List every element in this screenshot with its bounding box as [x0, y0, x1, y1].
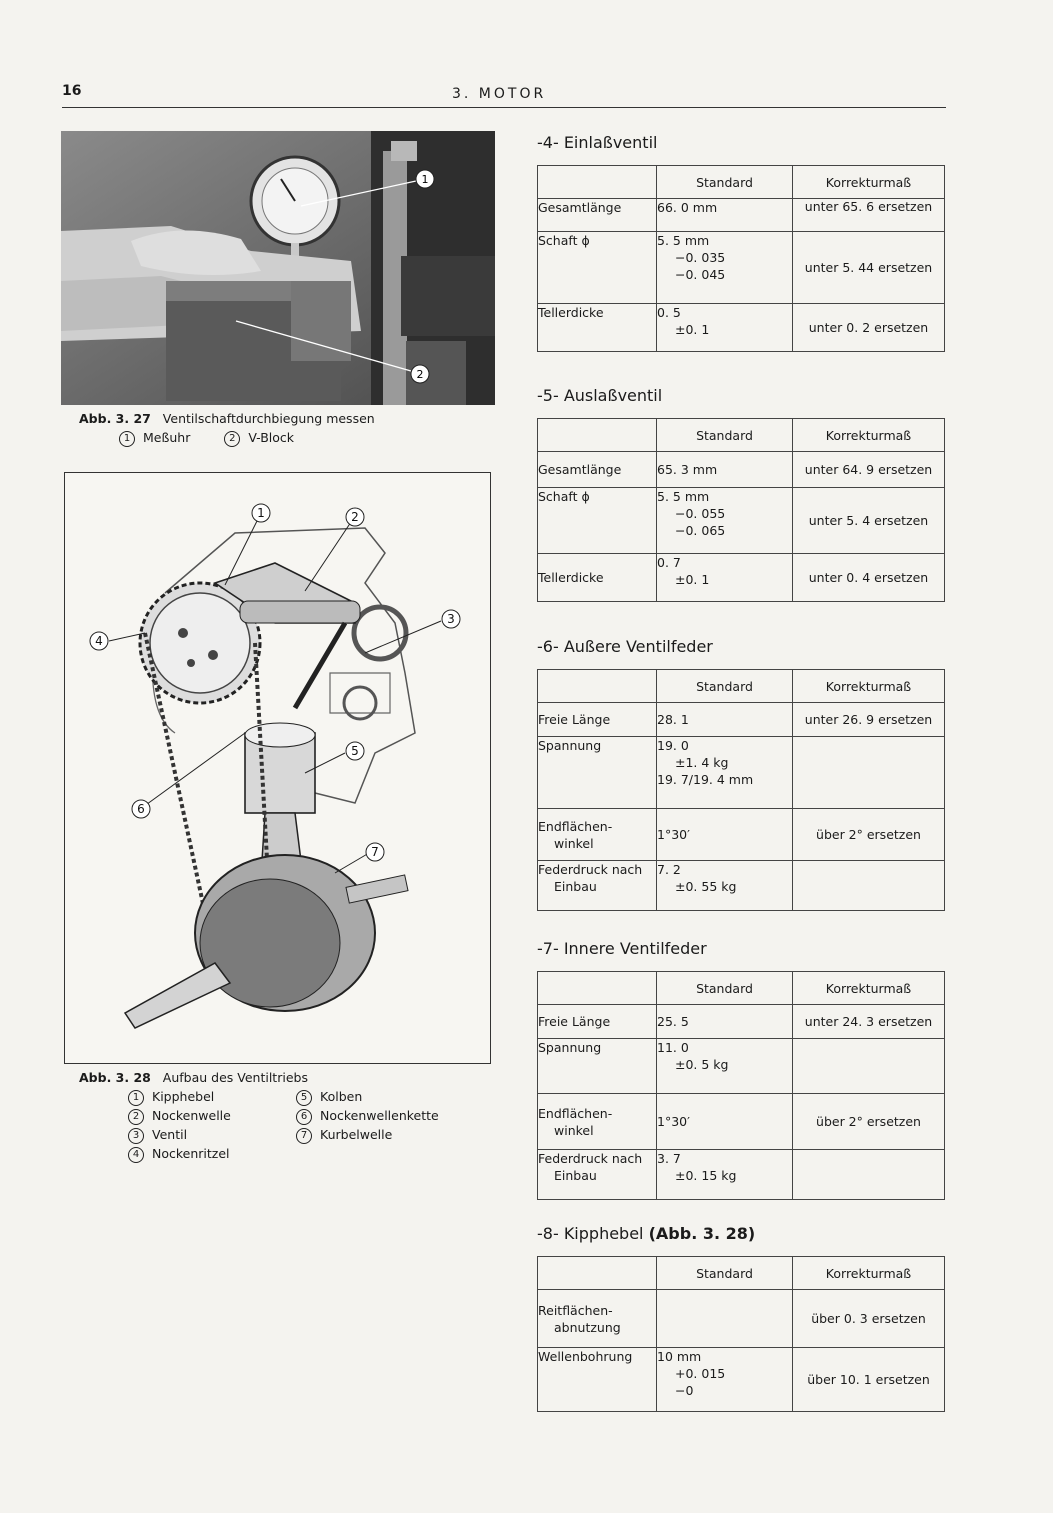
spring-length: 19. 7/19. 4 mm: [657, 772, 754, 787]
header-empty-cell: [538, 166, 657, 199]
callout-number: 1: [119, 431, 135, 447]
label-line: winkel: [554, 1122, 594, 1138]
section-title-intake-valve: -4- Einlaßventil: [537, 133, 658, 152]
spec-table-outer-spring: [537, 669, 945, 911]
svg-text:1: 1: [257, 506, 265, 520]
header-empty-cell: [538, 1257, 657, 1290]
row-standard: 1°30′: [657, 1094, 793, 1150]
svg-text:2: 2: [416, 368, 424, 381]
section-title-text: -8- Kipphebel: [537, 1224, 644, 1243]
section-title-outer-spring: -6- Außere Ventilfeder: [537, 637, 713, 656]
row-label: [538, 809, 657, 861]
row-label: Tellerdicke: [538, 304, 657, 352]
label-line: abnutzung: [554, 1319, 621, 1335]
standard-value: 3. 7: [657, 1151, 681, 1166]
chapter-title: 3. MOTOR: [452, 86, 547, 102]
svg-text:7: 7: [371, 845, 379, 859]
section-title-inner-spring: -7- Innere Ventilfeder: [537, 939, 707, 958]
figure-caption-3-27: [79, 409, 375, 447]
row-correction: unter 24. 3 ersetzen: [793, 1005, 945, 1039]
label-line: Federdruck nach: [538, 862, 643, 877]
figure-title: Aufbau des Ventiltriebs: [162, 1070, 308, 1085]
row-standard: [657, 861, 793, 911]
header-correction: Korrekturmaß: [793, 972, 945, 1005]
callout-number: 6: [296, 1109, 312, 1125]
tolerance-lower: −0. 065: [675, 523, 726, 538]
row-label: [538, 861, 657, 911]
row-correction: [793, 1150, 945, 1200]
section-title-exhaust-valve: -5- Auslaßventil: [537, 386, 663, 405]
tolerance-upper: −0. 035: [675, 250, 726, 265]
row-label: Freie Länge: [538, 703, 657, 737]
figure-caption-3-28: [79, 1068, 308, 1087]
row-label: Spannung: [538, 737, 657, 809]
figure-title: Ventilschaftdurchbiegung messen: [162, 411, 375, 426]
tolerance: ±0. 1: [675, 572, 710, 587]
label-line: Einbau: [554, 1168, 597, 1183]
tolerance: ±0. 5 kg: [675, 1057, 729, 1072]
standard-value: 11. 0: [657, 1040, 689, 1055]
standard-value: 5. 5 mm: [657, 233, 710, 248]
row-standard: 66. 0 mm: [657, 199, 793, 232]
row-label: Gesamtlänge: [538, 199, 657, 232]
row-correction: über 2° ersetzen: [793, 1094, 945, 1150]
spec-table-inner-spring: [537, 971, 945, 1200]
header-correction: Korrekturmaß: [793, 1257, 945, 1290]
row-correction: unter 0. 2 ersetzen: [793, 304, 945, 352]
row-correction: über 10. 1 ersetzen: [793, 1348, 945, 1412]
row-correction: unter 64. 9 ersetzen: [793, 452, 945, 488]
page-number: 16: [62, 83, 82, 99]
tolerance: ±1. 4 kg: [675, 755, 729, 770]
tolerance: ±0. 55 kg: [675, 879, 737, 894]
section-title-rocker-arm: [537, 1224, 755, 1243]
callout-label: Kolben: [320, 1089, 363, 1104]
callout-label: Nockenritzel: [152, 1146, 230, 1161]
row-correction: [793, 861, 945, 911]
row-standard: [657, 1150, 793, 1200]
row-standard: [657, 1348, 793, 1412]
row-standard: [657, 737, 793, 809]
row-correction: [793, 1039, 945, 1094]
row-label: Gesamtlänge: [538, 452, 657, 488]
callout-number: 5: [296, 1090, 312, 1106]
label-line: Reitflächen-: [538, 1302, 613, 1318]
tolerance-upper: −0. 055: [675, 506, 726, 521]
header-standard: Standard: [657, 972, 793, 1005]
figure-number: Abb. 3. 27: [79, 411, 151, 426]
header-standard: Standard: [657, 1257, 793, 1290]
row-correction: über 0. 3 ersetzen: [793, 1290, 945, 1348]
callout-label: Kipphebel: [152, 1089, 215, 1104]
tolerance: ±0. 1: [675, 322, 710, 337]
callout-list-left: [128, 1087, 231, 1163]
svg-text:2: 2: [351, 510, 359, 524]
tolerance: ±0. 15 kg: [675, 1168, 737, 1183]
label-line: Endflächen-: [538, 818, 613, 834]
row-label: [538, 1094, 657, 1150]
row-label: Spannung: [538, 1039, 657, 1094]
header-empty-cell: [538, 972, 657, 1005]
standard-value: 5. 5 mm: [657, 489, 710, 504]
row-standard: [657, 488, 793, 554]
callout-label: V-Block: [248, 430, 295, 445]
spec-table-intake-valve: [537, 165, 945, 352]
row-label: Wellenbohrung: [538, 1348, 657, 1412]
spec-table-rocker-arm: [537, 1256, 945, 1412]
svg-text:5: 5: [351, 744, 359, 758]
callout-label: Nockenwelle: [152, 1108, 231, 1123]
standard-value: 19. 0: [657, 738, 689, 753]
row-correction: über 2° ersetzen: [793, 809, 945, 861]
callout-label: Kurbelwelle: [320, 1127, 393, 1142]
svg-text:3: 3: [447, 612, 455, 626]
callout-label: Nockenwellenkette: [320, 1108, 439, 1123]
callout-number: 4: [128, 1147, 144, 1163]
header-standard: Standard: [657, 419, 793, 452]
row-standard: [657, 304, 793, 352]
spec-table-exhaust-valve: [537, 418, 945, 602]
callout-number: 3: [128, 1128, 144, 1144]
figure-reference: (Abb. 3. 28): [648, 1224, 756, 1243]
row-label: Freie Länge: [538, 1005, 657, 1039]
label-line: Endflächen-: [538, 1105, 613, 1121]
row-label: [538, 1150, 657, 1200]
label-line: Federdruck nach: [538, 1151, 643, 1166]
row-label: [538, 1290, 657, 1348]
header-correction: Korrekturmaß: [793, 419, 945, 452]
figure-number: Abb. 3. 28: [79, 1070, 151, 1085]
callout-number: 2: [224, 431, 240, 447]
row-standard: 1°30′: [657, 809, 793, 861]
dial-gauge-photo: [61, 131, 495, 405]
callout-number: 7: [296, 1128, 312, 1144]
callout-list-right: [296, 1087, 439, 1144]
callout-label: Meßuhr: [143, 430, 191, 445]
standard-value: 0. 7: [657, 555, 681, 570]
row-standard: [657, 1039, 793, 1094]
standard-value: 10 mm: [657, 1349, 702, 1364]
row-standard: [657, 1290, 793, 1348]
tolerance-lower: −0. 045: [675, 267, 726, 282]
row-correction: unter 5. 44 ersetzen: [793, 232, 945, 304]
header-standard: Standard: [657, 670, 793, 703]
standard-value: 0. 5: [657, 305, 681, 320]
header-correction: Korrekturmaß: [793, 166, 945, 199]
row-correction: unter 26. 9 ersetzen: [793, 703, 945, 737]
label-line: winkel: [554, 835, 594, 851]
header-standard: Standard: [657, 166, 793, 199]
svg-text:4: 4: [95, 634, 103, 648]
row-label: Schaft ϕ: [538, 232, 657, 304]
header-correction: Korrekturmaß: [793, 670, 945, 703]
row-label: Tellerdicke: [538, 554, 657, 602]
callout-number: 1: [128, 1090, 144, 1106]
header-empty-cell: [538, 670, 657, 703]
callout-label: Ventil: [152, 1127, 188, 1142]
svg-text:1: 1: [421, 173, 429, 186]
header-rule: [62, 107, 946, 108]
tolerance-lower: −0: [675, 1383, 694, 1398]
row-correction: unter 0. 4 ersetzen: [793, 554, 945, 602]
tolerance-upper: +0. 015: [675, 1366, 726, 1381]
row-standard: 65. 3 mm: [657, 452, 793, 488]
standard-value: 7. 2: [657, 862, 681, 877]
callout-number: 2: [128, 1109, 144, 1125]
row-standard: [657, 232, 793, 304]
row-correction: unter 65. 6 ersetzen: [793, 199, 945, 232]
label-line: Einbau: [554, 879, 597, 894]
row-correction: unter 5. 4 ersetzen: [793, 488, 945, 554]
row-standard: 28. 1: [657, 703, 793, 737]
valve-train-diagram: [64, 472, 491, 1064]
row-standard: [657, 554, 793, 602]
row-label: Schaft ϕ: [538, 488, 657, 554]
row-standard: 25. 5: [657, 1005, 793, 1039]
row-correction: [793, 737, 945, 809]
svg-text:6: 6: [137, 802, 145, 816]
header-empty-cell: [538, 419, 657, 452]
